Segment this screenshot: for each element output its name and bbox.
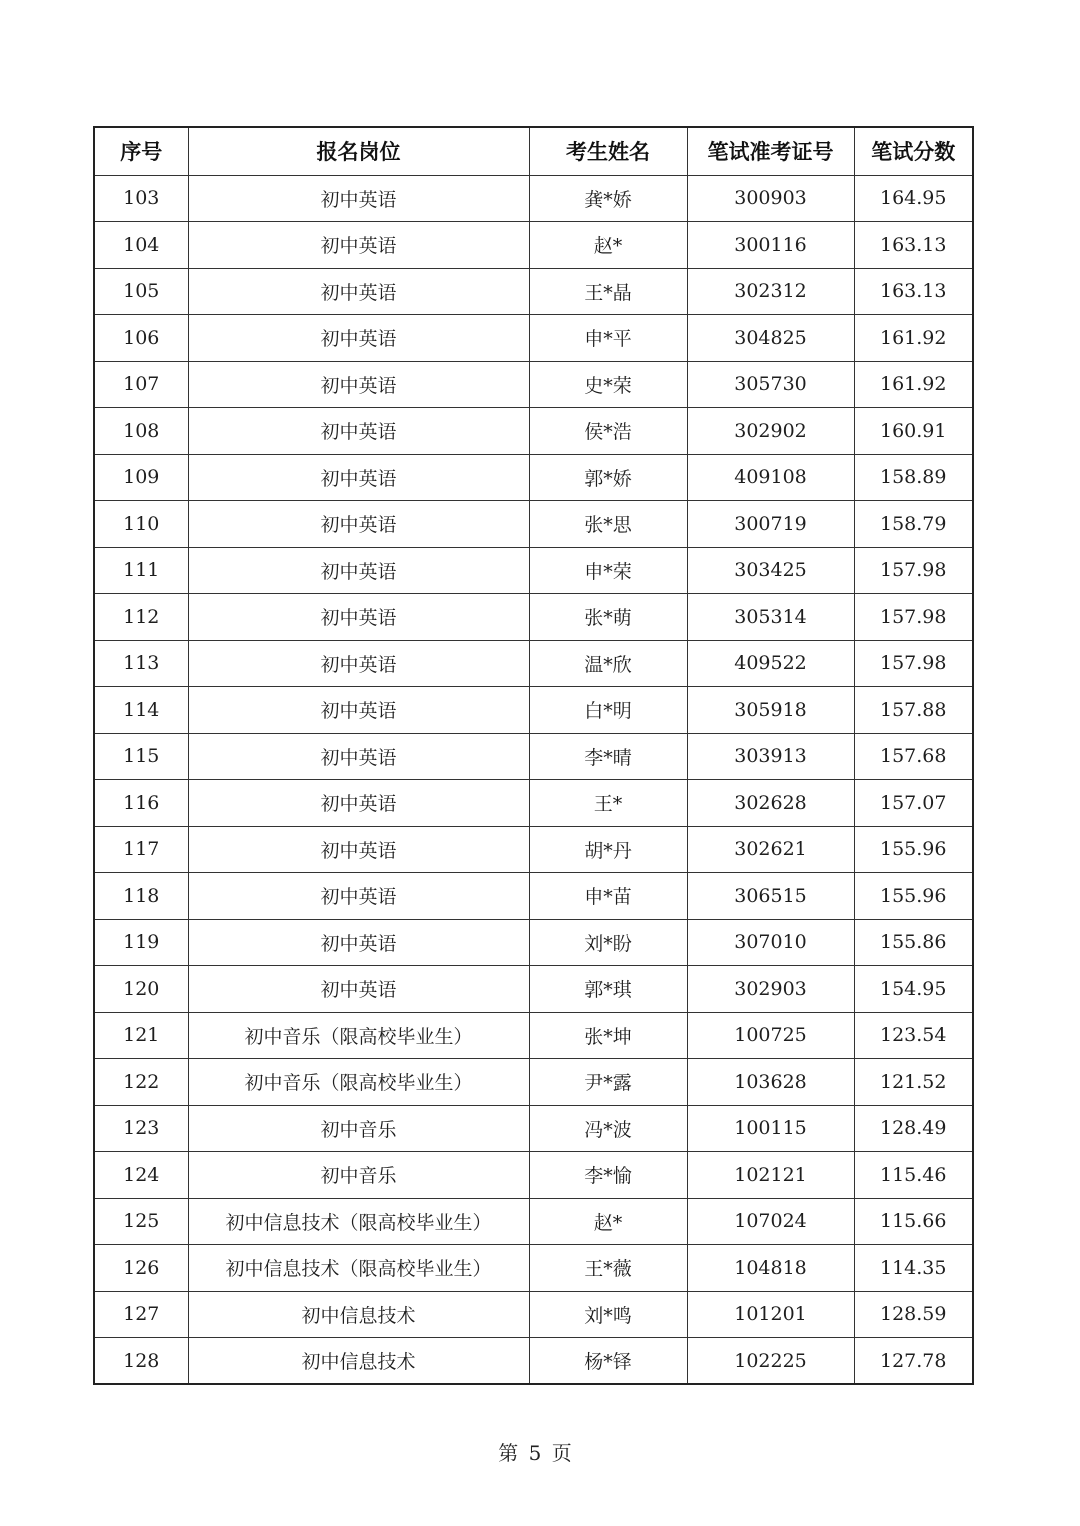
cell-score: 128.49 — [854, 1105, 973, 1152]
table-row — [94, 268, 973, 315]
cell-name: 刘*鸣 — [529, 1291, 687, 1338]
cell-position: 初中英语 — [188, 594, 529, 641]
table-header — [94, 127, 973, 175]
table-row — [94, 1105, 973, 1152]
cell-score: 157.07 — [854, 780, 973, 827]
cell-score: 158.89 — [854, 454, 973, 501]
table-body — [94, 175, 973, 1384]
table-row — [94, 1012, 973, 1059]
table-row — [94, 919, 973, 966]
table-row — [94, 501, 973, 548]
cell-ticket: 302902 — [687, 408, 854, 455]
cell-position: 初中音乐 — [188, 1152, 529, 1199]
cell-name: 史*荣 — [529, 361, 687, 408]
cell-name: 申*平 — [529, 315, 687, 362]
cell-name: 申*苗 — [529, 873, 687, 920]
header-name: 考生姓名 — [529, 127, 687, 175]
cell-seq: 118 — [94, 873, 188, 920]
cell-seq: 122 — [94, 1059, 188, 1106]
cell-ticket: 300903 — [687, 175, 854, 222]
cell-seq: 120 — [94, 966, 188, 1013]
table-row — [94, 1059, 973, 1106]
cell-position: 初中英语 — [188, 268, 529, 315]
cell-score: 157.98 — [854, 547, 973, 594]
cell-name: 张*思 — [529, 501, 687, 548]
cell-position: 初中英语 — [188, 315, 529, 362]
cell-position: 初中音乐 — [188, 1105, 529, 1152]
cell-ticket: 101201 — [687, 1291, 854, 1338]
cell-score: 155.96 — [854, 873, 973, 920]
cell-name: 温*欣 — [529, 640, 687, 687]
cell-name: 胡*丹 — [529, 826, 687, 873]
cell-name: 冯*波 — [529, 1105, 687, 1152]
cell-seq: 121 — [94, 1012, 188, 1059]
cell-seq: 115 — [94, 733, 188, 780]
cell-name: 李*晴 — [529, 733, 687, 780]
cell-seq: 114 — [94, 687, 188, 734]
cell-seq: 125 — [94, 1198, 188, 1245]
cell-position: 初中英语 — [188, 919, 529, 966]
cell-name: 白*明 — [529, 687, 687, 734]
cell-ticket: 307010 — [687, 919, 854, 966]
cell-score: 161.92 — [854, 361, 973, 408]
table-row — [94, 826, 973, 873]
cell-ticket: 302628 — [687, 780, 854, 827]
table-row — [94, 1245, 973, 1292]
cell-name: 刘*盼 — [529, 919, 687, 966]
cell-name: 侯*浩 — [529, 408, 687, 455]
cell-ticket: 302903 — [687, 966, 854, 1013]
cell-score: 164.95 — [854, 175, 973, 222]
table-row — [94, 594, 973, 641]
cell-position: 初中英语 — [188, 733, 529, 780]
header-position: 报名岗位 — [188, 127, 529, 175]
cell-name: 郭*娇 — [529, 454, 687, 501]
cell-score: 128.59 — [854, 1291, 973, 1338]
cell-seq: 116 — [94, 780, 188, 827]
cell-position: 初中音乐（限高校毕业生） — [188, 1059, 529, 1106]
cell-score: 157.88 — [854, 687, 973, 734]
cell-score: 123.54 — [854, 1012, 973, 1059]
cell-ticket: 305918 — [687, 687, 854, 734]
table-row — [94, 966, 973, 1013]
table-row — [94, 175, 973, 222]
cell-ticket: 300719 — [687, 501, 854, 548]
cell-position: 初中英语 — [188, 222, 529, 269]
cell-score: 158.79 — [854, 501, 973, 548]
page-number: 第 5 页 — [498, 1441, 574, 1465]
cell-score: 157.68 — [854, 733, 973, 780]
table-row — [94, 1338, 973, 1385]
cell-name: 张*坤 — [529, 1012, 687, 1059]
cell-score: 160.91 — [854, 408, 973, 455]
cell-position: 初中英语 — [188, 547, 529, 594]
score-table — [93, 126, 974, 1385]
cell-position: 初中信息技术 — [188, 1291, 529, 1338]
table-row — [94, 547, 973, 594]
cell-ticket: 103628 — [687, 1059, 854, 1106]
cell-name: 李*愉 — [529, 1152, 687, 1199]
cell-seq: 108 — [94, 408, 188, 455]
cell-seq: 112 — [94, 594, 188, 641]
cell-position: 初中英语 — [188, 408, 529, 455]
cell-ticket: 100115 — [687, 1105, 854, 1152]
header-seq: 序号 — [94, 127, 188, 175]
cell-ticket: 102225 — [687, 1338, 854, 1385]
cell-name: 王*晶 — [529, 268, 687, 315]
cell-ticket: 409522 — [687, 640, 854, 687]
table-row — [94, 1291, 973, 1338]
cell-score: 127.78 — [854, 1338, 973, 1385]
table-row — [94, 1198, 973, 1245]
cell-name: 申*荣 — [529, 547, 687, 594]
cell-name: 郭*琪 — [529, 966, 687, 1013]
table-row — [94, 733, 973, 780]
cell-score: 115.66 — [854, 1198, 973, 1245]
cell-name: 张*萌 — [529, 594, 687, 641]
cell-name: 王*薇 — [529, 1245, 687, 1292]
cell-ticket: 302621 — [687, 826, 854, 873]
cell-seq: 105 — [94, 268, 188, 315]
cell-ticket: 302312 — [687, 268, 854, 315]
cell-ticket: 305730 — [687, 361, 854, 408]
cell-position: 初中信息技术 — [188, 1338, 529, 1385]
cell-position: 初中信息技术（限高校毕业生） — [188, 1198, 529, 1245]
cell-name: 尹*露 — [529, 1059, 687, 1106]
cell-seq: 111 — [94, 547, 188, 594]
cell-ticket: 100725 — [687, 1012, 854, 1059]
cell-position: 初中英语 — [188, 454, 529, 501]
cell-score: 121.52 — [854, 1059, 973, 1106]
header-row — [94, 127, 973, 175]
header-score: 笔试分数 — [854, 127, 973, 175]
table-row — [94, 1152, 973, 1199]
cell-seq: 117 — [94, 826, 188, 873]
cell-score: 155.96 — [854, 826, 973, 873]
table-row — [94, 640, 973, 687]
cell-position: 初中英语 — [188, 687, 529, 734]
cell-ticket: 303913 — [687, 733, 854, 780]
table-row — [94, 780, 973, 827]
cell-score: 157.98 — [854, 640, 973, 687]
cell-score: 114.35 — [854, 1245, 973, 1292]
cell-seq: 106 — [94, 315, 188, 362]
cell-seq: 110 — [94, 501, 188, 548]
cell-name: 龚*娇 — [529, 175, 687, 222]
cell-ticket: 107024 — [687, 1198, 854, 1245]
cell-position: 初中英语 — [188, 361, 529, 408]
cell-score: 163.13 — [854, 222, 973, 269]
cell-position: 初中英语 — [188, 873, 529, 920]
cell-seq: 123 — [94, 1105, 188, 1152]
cell-score: 161.92 — [854, 315, 973, 362]
table-row — [94, 687, 973, 734]
cell-seq: 107 — [94, 361, 188, 408]
cell-position: 初中英语 — [188, 966, 529, 1013]
cell-ticket: 409108 — [687, 454, 854, 501]
cell-seq: 126 — [94, 1245, 188, 1292]
cell-seq: 109 — [94, 454, 188, 501]
cell-position: 初中英语 — [188, 175, 529, 222]
cell-ticket: 303425 — [687, 547, 854, 594]
cell-seq: 113 — [94, 640, 188, 687]
cell-position: 初中英语 — [188, 826, 529, 873]
cell-name: 赵* — [529, 222, 687, 269]
cell-score: 154.95 — [854, 966, 973, 1013]
table-row — [94, 222, 973, 269]
cell-score: 155.86 — [854, 919, 973, 966]
cell-position: 初中信息技术（限高校毕业生） — [188, 1245, 529, 1292]
cell-ticket: 306515 — [687, 873, 854, 920]
table-row — [94, 454, 973, 501]
cell-score: 115.46 — [854, 1152, 973, 1199]
cell-ticket: 300116 — [687, 222, 854, 269]
cell-seq: 104 — [94, 222, 188, 269]
table-row — [94, 873, 973, 920]
cell-seq: 124 — [94, 1152, 188, 1199]
cell-position: 初中英语 — [188, 640, 529, 687]
cell-ticket: 104818 — [687, 1245, 854, 1292]
cell-seq: 103 — [94, 175, 188, 222]
cell-position: 初中音乐（限高校毕业生） — [188, 1012, 529, 1059]
cell-name: 杨*铎 — [529, 1338, 687, 1385]
header-ticket: 笔试准考证号 — [687, 127, 854, 175]
cell-seq: 128 — [94, 1338, 188, 1385]
cell-score: 163.13 — [854, 268, 973, 315]
cell-ticket: 102121 — [687, 1152, 854, 1199]
table-row — [94, 361, 973, 408]
cell-seq: 127 — [94, 1291, 188, 1338]
table-row — [94, 315, 973, 362]
cell-name: 王* — [529, 780, 687, 827]
table-row — [94, 408, 973, 455]
cell-position: 初中英语 — [188, 501, 529, 548]
cell-name: 赵* — [529, 1198, 687, 1245]
cell-ticket: 305314 — [687, 594, 854, 641]
cell-position: 初中英语 — [188, 780, 529, 827]
cell-ticket: 304825 — [687, 315, 854, 362]
cell-score: 157.98 — [854, 594, 973, 641]
cell-seq: 119 — [94, 919, 188, 966]
